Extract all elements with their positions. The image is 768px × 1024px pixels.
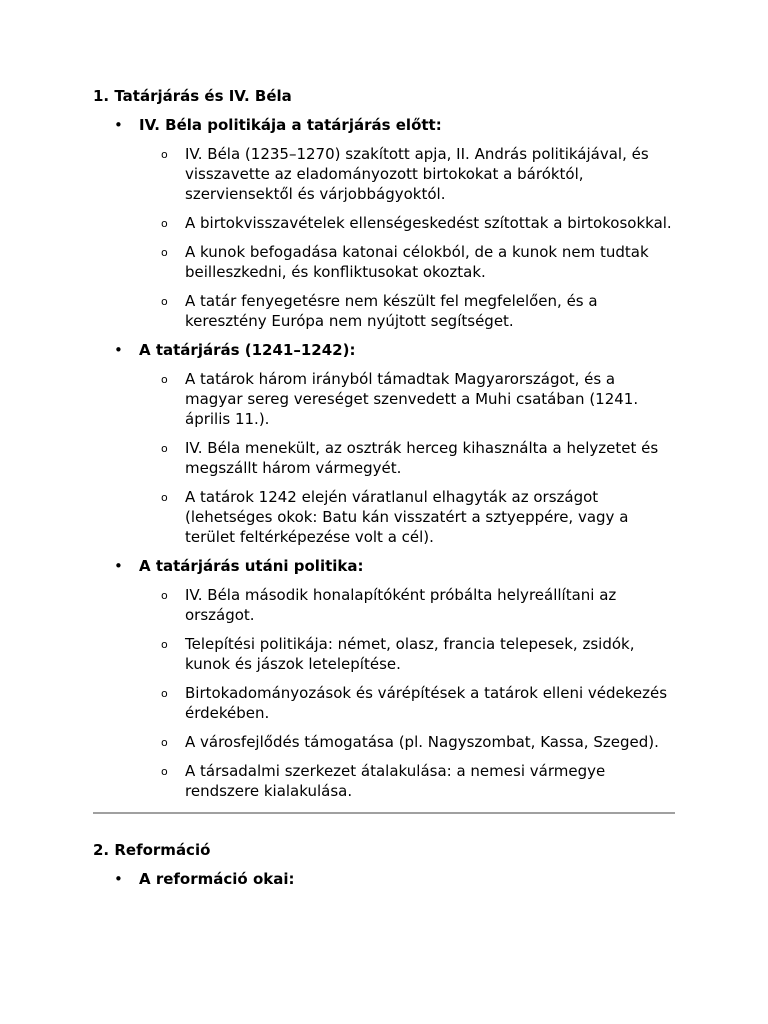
list-item [93, 438, 675, 478]
circle-bullet-icon: o [161, 765, 168, 778]
list-item [93, 487, 675, 547]
bullet-heading [93, 556, 675, 576]
circle-bullet-icon: o [161, 736, 168, 749]
list-item-text: IV. Béla második honalapítóként próbálta helyreállítani az országot. [185, 586, 617, 624]
bullet-heading [93, 340, 675, 360]
list-item-text: A kunok befogadása katonai célokból, de a kunok nem tudtak beilleszkedni, és konfliktusokat okoztak. [185, 243, 649, 281]
list-item-text: Telepítési politikája: német, olasz, francia telepesek, zsidók, kunok és jászok letelepítése. [185, 635, 635, 673]
bullet-heading-text: A tatárjárás (1241–1242): [139, 341, 356, 359]
bullet-heading-text: A reformáció okai: [139, 870, 295, 888]
bullet-icon: • [114, 116, 123, 134]
list-item [93, 369, 675, 429]
bullet-heading [93, 869, 675, 889]
circle-bullet-icon: o [161, 491, 168, 504]
list-item [93, 291, 675, 331]
bullet-icon: • [114, 557, 123, 575]
bullet-heading-text: IV. Béla politikája a tatárjárás előtt: [139, 116, 442, 134]
list-item [93, 634, 675, 674]
bullet-icon: • [114, 870, 123, 888]
list-item-text: A tatárok 1242 elején váratlanul elhagyták az országot (lehetséges okok: Batu kán visszatért a sztyeppére, vagy a terület feltérképezése volt a cél). [185, 488, 629, 546]
list-item-text: A birtokvisszavételek ellenségeskedést szítottak a birtokosokkal. [185, 214, 672, 232]
list-item [93, 683, 675, 723]
circle-bullet-icon: o [161, 217, 168, 230]
circle-bullet-icon: o [161, 148, 168, 161]
list-item-text: A tatárok három irányból támadtak Magyarországot, és a magyar sereg vereséget szenvedett a Muhi csatában (1241. április 11.). [185, 370, 639, 428]
circle-bullet-icon: o [161, 589, 168, 602]
circle-bullet-icon: o [161, 373, 168, 386]
section-title-1: 1. Tatárjárás és IV. Béla [93, 87, 292, 105]
list-item-text: A társadalmi szerkezet átalakulása: a nemesi vármegye rendszere kialakulása. [185, 762, 606, 800]
section-title-2: 2. Reformáció [93, 841, 211, 859]
document-page [93, 86, 675, 889]
circle-bullet-icon: o [161, 442, 168, 455]
bullet-heading [93, 115, 675, 135]
list-item [93, 761, 675, 801]
horizontal-rule [93, 812, 675, 814]
circle-bullet-icon: o [161, 638, 168, 651]
bullet-icon: • [114, 341, 123, 359]
circle-bullet-icon: o [161, 687, 168, 700]
list-item [93, 144, 675, 204]
circle-bullet-icon: o [161, 246, 168, 259]
list-item [93, 732, 675, 752]
list-item-text: IV. Béla menekült, az osztrák herceg kihasználta a helyzetet és megszállt három vármegyét. [185, 439, 659, 477]
list-item-text: IV. Béla (1235–1270) szakított apja, II. András politikájával, és visszavette az eladományozott birtokokat a báróktól, szerviensektől és várjobbágyoktól. [185, 145, 649, 203]
list-item-text: A tatár fenyegetésre nem készült fel megfelelően, és a keresztény Európa nem nyújtott segítséget. [185, 292, 598, 330]
list-item [93, 585, 675, 625]
list-item-text: Birtokadományozások és várépítések a tatárok elleni védekezés érdekében. [185, 684, 668, 722]
list-item [93, 213, 675, 233]
list-item-text: A városfejlődés támogatása (pl. Nagyszombat, Kassa, Szeged). [185, 733, 659, 751]
list-item [93, 242, 675, 282]
circle-bullet-icon: o [161, 295, 168, 308]
bullet-heading-text: A tatárjárás utáni politika: [139, 557, 364, 575]
